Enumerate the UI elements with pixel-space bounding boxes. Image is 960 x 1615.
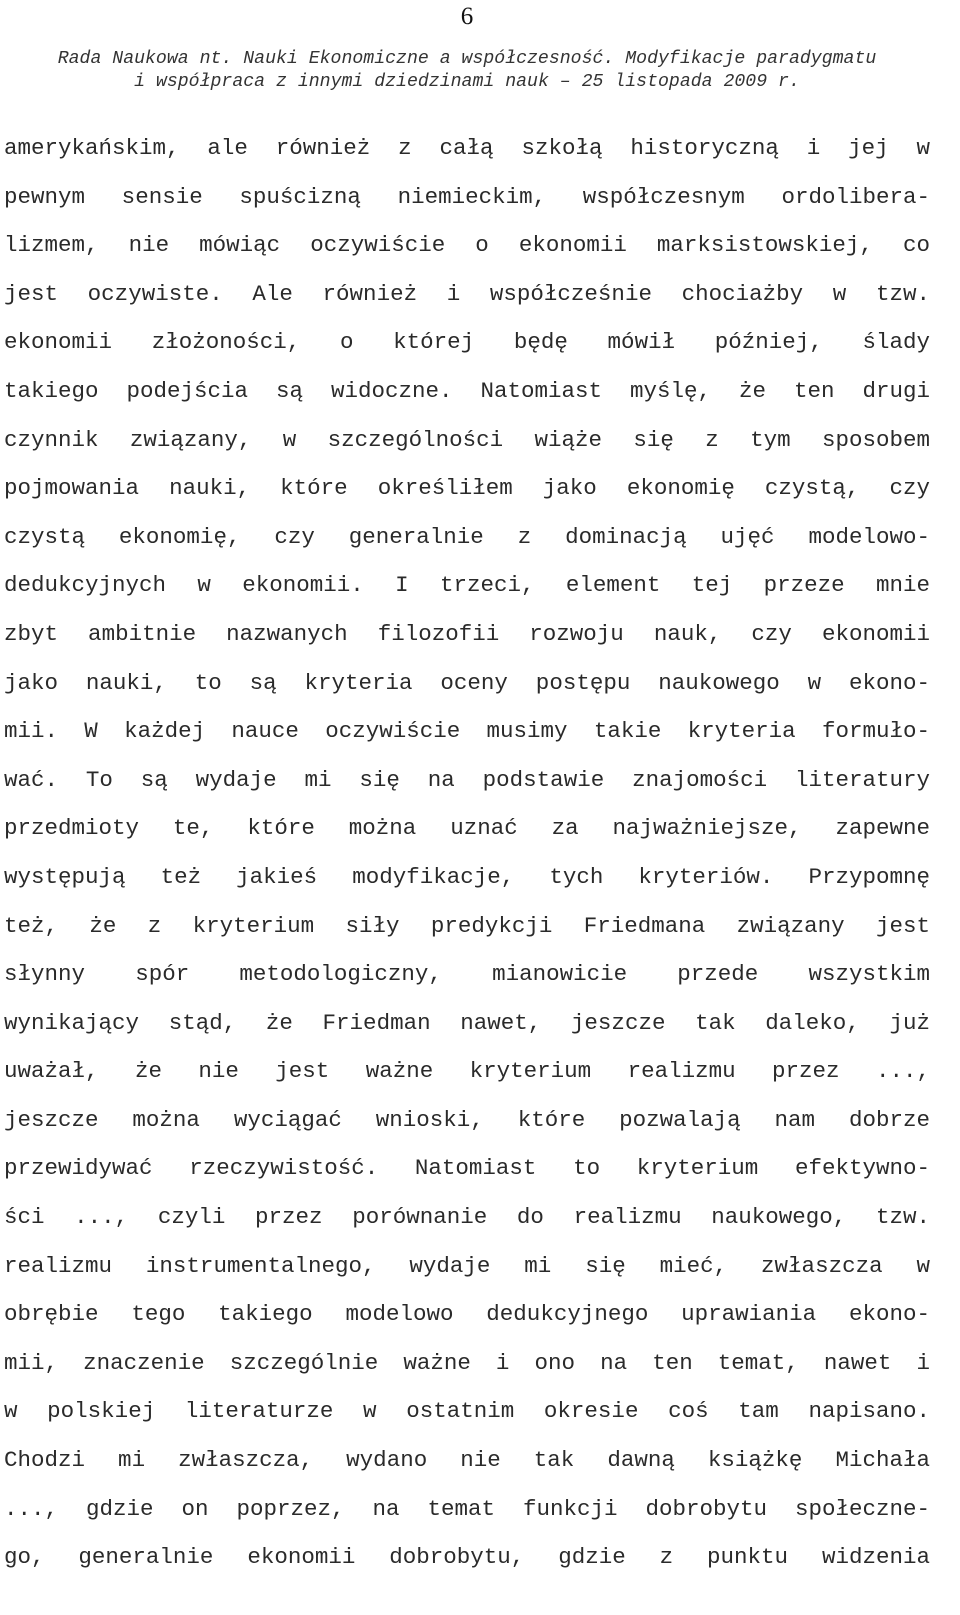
text-line: wać. To są wydaje mi się na podstawie znajomości literatury <box>4 766 930 793</box>
text-line: też, że z kryterium siły predykcji Friedmana związany jest <box>4 912 930 939</box>
text-line: dedukcyjnych w ekonomii. I trzeci, element tej przeze mnie <box>4 572 930 599</box>
running-header-line-2: i współpraca z innymi dziedzinami nauk – 25 listopada 2009 r. <box>134 72 800 92</box>
text-line: amerykańskim, ale również z całą szkołą historyczną i jej w <box>4 135 930 161</box>
running-header-line-1: Rada Naukowa nt. Nauki Ekonomiczne a współczesność. Modyfikacje paradygmatu <box>57 49 877 69</box>
text-line: realizmu instrumentalnego, wydaje mi się mieć, zwłaszcza w <box>4 1252 930 1279</box>
text-line: czynnik związany, w szczególności wiąże się z tym sposobem <box>4 426 930 453</box>
text-line: obrębie tego takiego modelowo dedukcyjnego uprawiania ekono- <box>4 1301 930 1328</box>
text-line: pewnym sensie spuścizną niemieckim, współczesnym ordolibera- <box>4 183 930 210</box>
text-line: mii. W każdej nauce oczywiście musimy takie kryteria formuło- <box>4 718 930 745</box>
text-line: czystą ekonomię, czy generalnie z dominacją ujęć modelowo- <box>4 523 930 550</box>
text-line: jeszcze można wyciągać wnioski, które pozwalają nam dobrze <box>4 1106 930 1133</box>
text-line: pojmowania nauki, które określiłem jako ekonomię czystą, czy <box>4 475 930 502</box>
text-line: go, generalnie ekonomii dobrobytu, gdzie z punktu widzenia <box>4 1544 930 1571</box>
running-header <box>0 48 934 94</box>
text-line: jako nauki, to są kryteria oceny postępu naukowego w ekono- <box>4 669 930 696</box>
text-line: przedmioty te, które można uznać za najważniejsze, zapewne <box>4 815 930 842</box>
text-line: ści ..., czyli przez porównanie do realizmu naukowego, tzw. <box>4 1204 930 1231</box>
text-line: Chodzi mi zwłaszcza, wydano nie tak dawną książkę Michała <box>4 1447 930 1474</box>
text-line: lizmem, nie mówiąc oczywiście o ekonomii marksistowskiej, co <box>4 232 930 259</box>
text-line: wynikający stąd, że Friedman nawet, jeszcze tak daleko, już <box>4 1009 930 1036</box>
text-line: ekonomii złożoności, o której będę mówił później, ślady <box>4 329 930 356</box>
page-number: 6 <box>460 3 474 30</box>
body-text <box>4 124 930 1582</box>
text-line: mii, znaczenie szczególnie ważne i ono na ten temat, nawet i <box>4 1349 930 1376</box>
text-line: jest oczywiste. Ale również i współcześnie chociażby w tzw. <box>4 280 930 307</box>
text-line: przewidywać rzeczywistość. Natomiast to kryterium efektywno- <box>4 1155 930 1182</box>
text-line: w polskiej literaturze w ostatnim okresie coś tam napisano. <box>4 1398 930 1425</box>
text-line: zbyt ambitnie nazwanych filozofii rozwoju nauk, czy ekonomii <box>4 620 930 647</box>
text-line: ..., gdzie on poprzez, na temat funkcji dobrobytu społeczne- <box>4 1495 930 1522</box>
text-line: występują też jakieś modyfikacje, tych kryteriów. Przypomnę <box>4 863 930 890</box>
text-line: słynny spór metodologiczny, mianowicie przede wszystkim <box>4 961 930 988</box>
text-line: takiego podejścia są widoczne. Natomiast myślę, że ten drugi <box>4 377 930 404</box>
text-line: uważał, że nie jest ważne kryterium realizmu przez ..., <box>4 1058 930 1085</box>
